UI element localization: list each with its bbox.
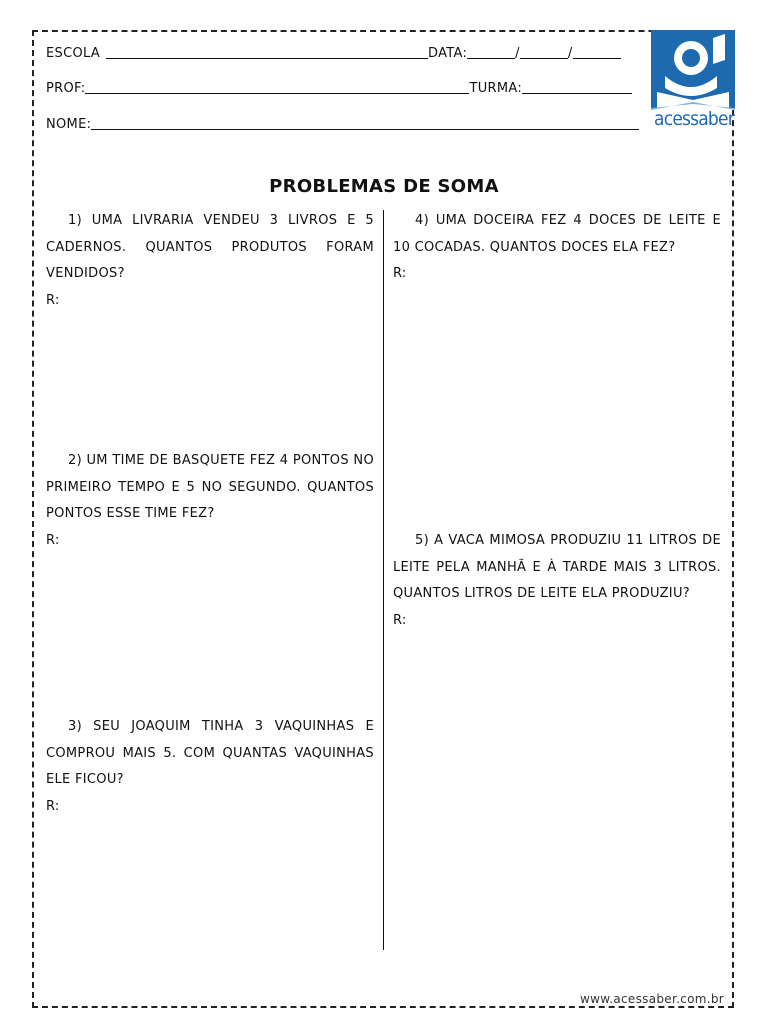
question-4: [393, 208, 721, 287]
date-day-field[interactable]: [467, 44, 515, 59]
date-month-field[interactable]: [520, 44, 568, 59]
question-4-text: 4) UMA DOCEIRA FEZ 4 DOCES DE LEITE E 10 COCADAS. QUANTOS DOCES ELA FEZ?: [393, 213, 721, 255]
header-teacher-row: [46, 79, 632, 96]
footer-website: www.acessaber.com.br: [580, 992, 724, 1006]
question-3-answer-label: R:: [46, 798, 60, 814]
question-2: [46, 448, 374, 554]
name-label: NOME:: [46, 117, 92, 132]
question-1-text: 1) UMA LIVRARIA VENDEU 3 LIVROS E 5 CADERNOS. QUANTOS PRODUTOS FORAM VENDIDOS?: [46, 213, 374, 281]
date-year-field[interactable]: [573, 44, 621, 59]
teacher-label: PROF:: [46, 81, 86, 96]
column-divider: [383, 210, 384, 950]
header-school-row: [46, 44, 621, 61]
question-1-answer-label: R:: [46, 292, 60, 308]
school-field[interactable]: [106, 44, 428, 59]
question-4-answer-label: R:: [393, 266, 407, 281]
question-3-text: 3) SEU JOAQUIM TINHA 3 VAQUINHAS E COMPROU MAIS 5. COM QUANTAS VAQUINHAS ELE FICOU?: [46, 719, 374, 787]
question-1: [46, 208, 374, 314]
logo-brand-text: acessaber: [654, 108, 734, 130]
school-label: ESCOLA: [46, 46, 101, 61]
question-5: [393, 528, 721, 634]
teacher-field[interactable]: [85, 79, 469, 94]
date-label: DATA:: [428, 46, 468, 61]
question-2-text: 2) UM TIME DE BASQUETE FEZ 4 PONTOS NO PRIMEIRO TEMPO E 5 NO SEGUNDO. QUANTOS PONTOS ESSE TIME FEZ?: [46, 453, 374, 521]
question-2-answer-label: R:: [46, 532, 60, 548]
question-5-text: 5) A VACA MIMOSA PRODUZIU 11 LITROS DE LEITE PELA MANHÃ E À TARDE MAIS 3 LITROS. QUANTOS LITROS DE LEITE ELA PRODUZIU?: [393, 533, 721, 601]
question-5-answer-label: R:: [393, 612, 407, 628]
date-separator-1: /: [515, 46, 520, 61]
date-separator-2: /: [567, 46, 573, 61]
class-field[interactable]: [522, 79, 632, 94]
class-label: TURMA:: [469, 81, 523, 96]
page-title: PROBLEMAS DE SOMA: [269, 176, 499, 197]
header-name-row: [46, 115, 639, 132]
name-field[interactable]: [91, 115, 639, 130]
question-3: [46, 714, 374, 820]
